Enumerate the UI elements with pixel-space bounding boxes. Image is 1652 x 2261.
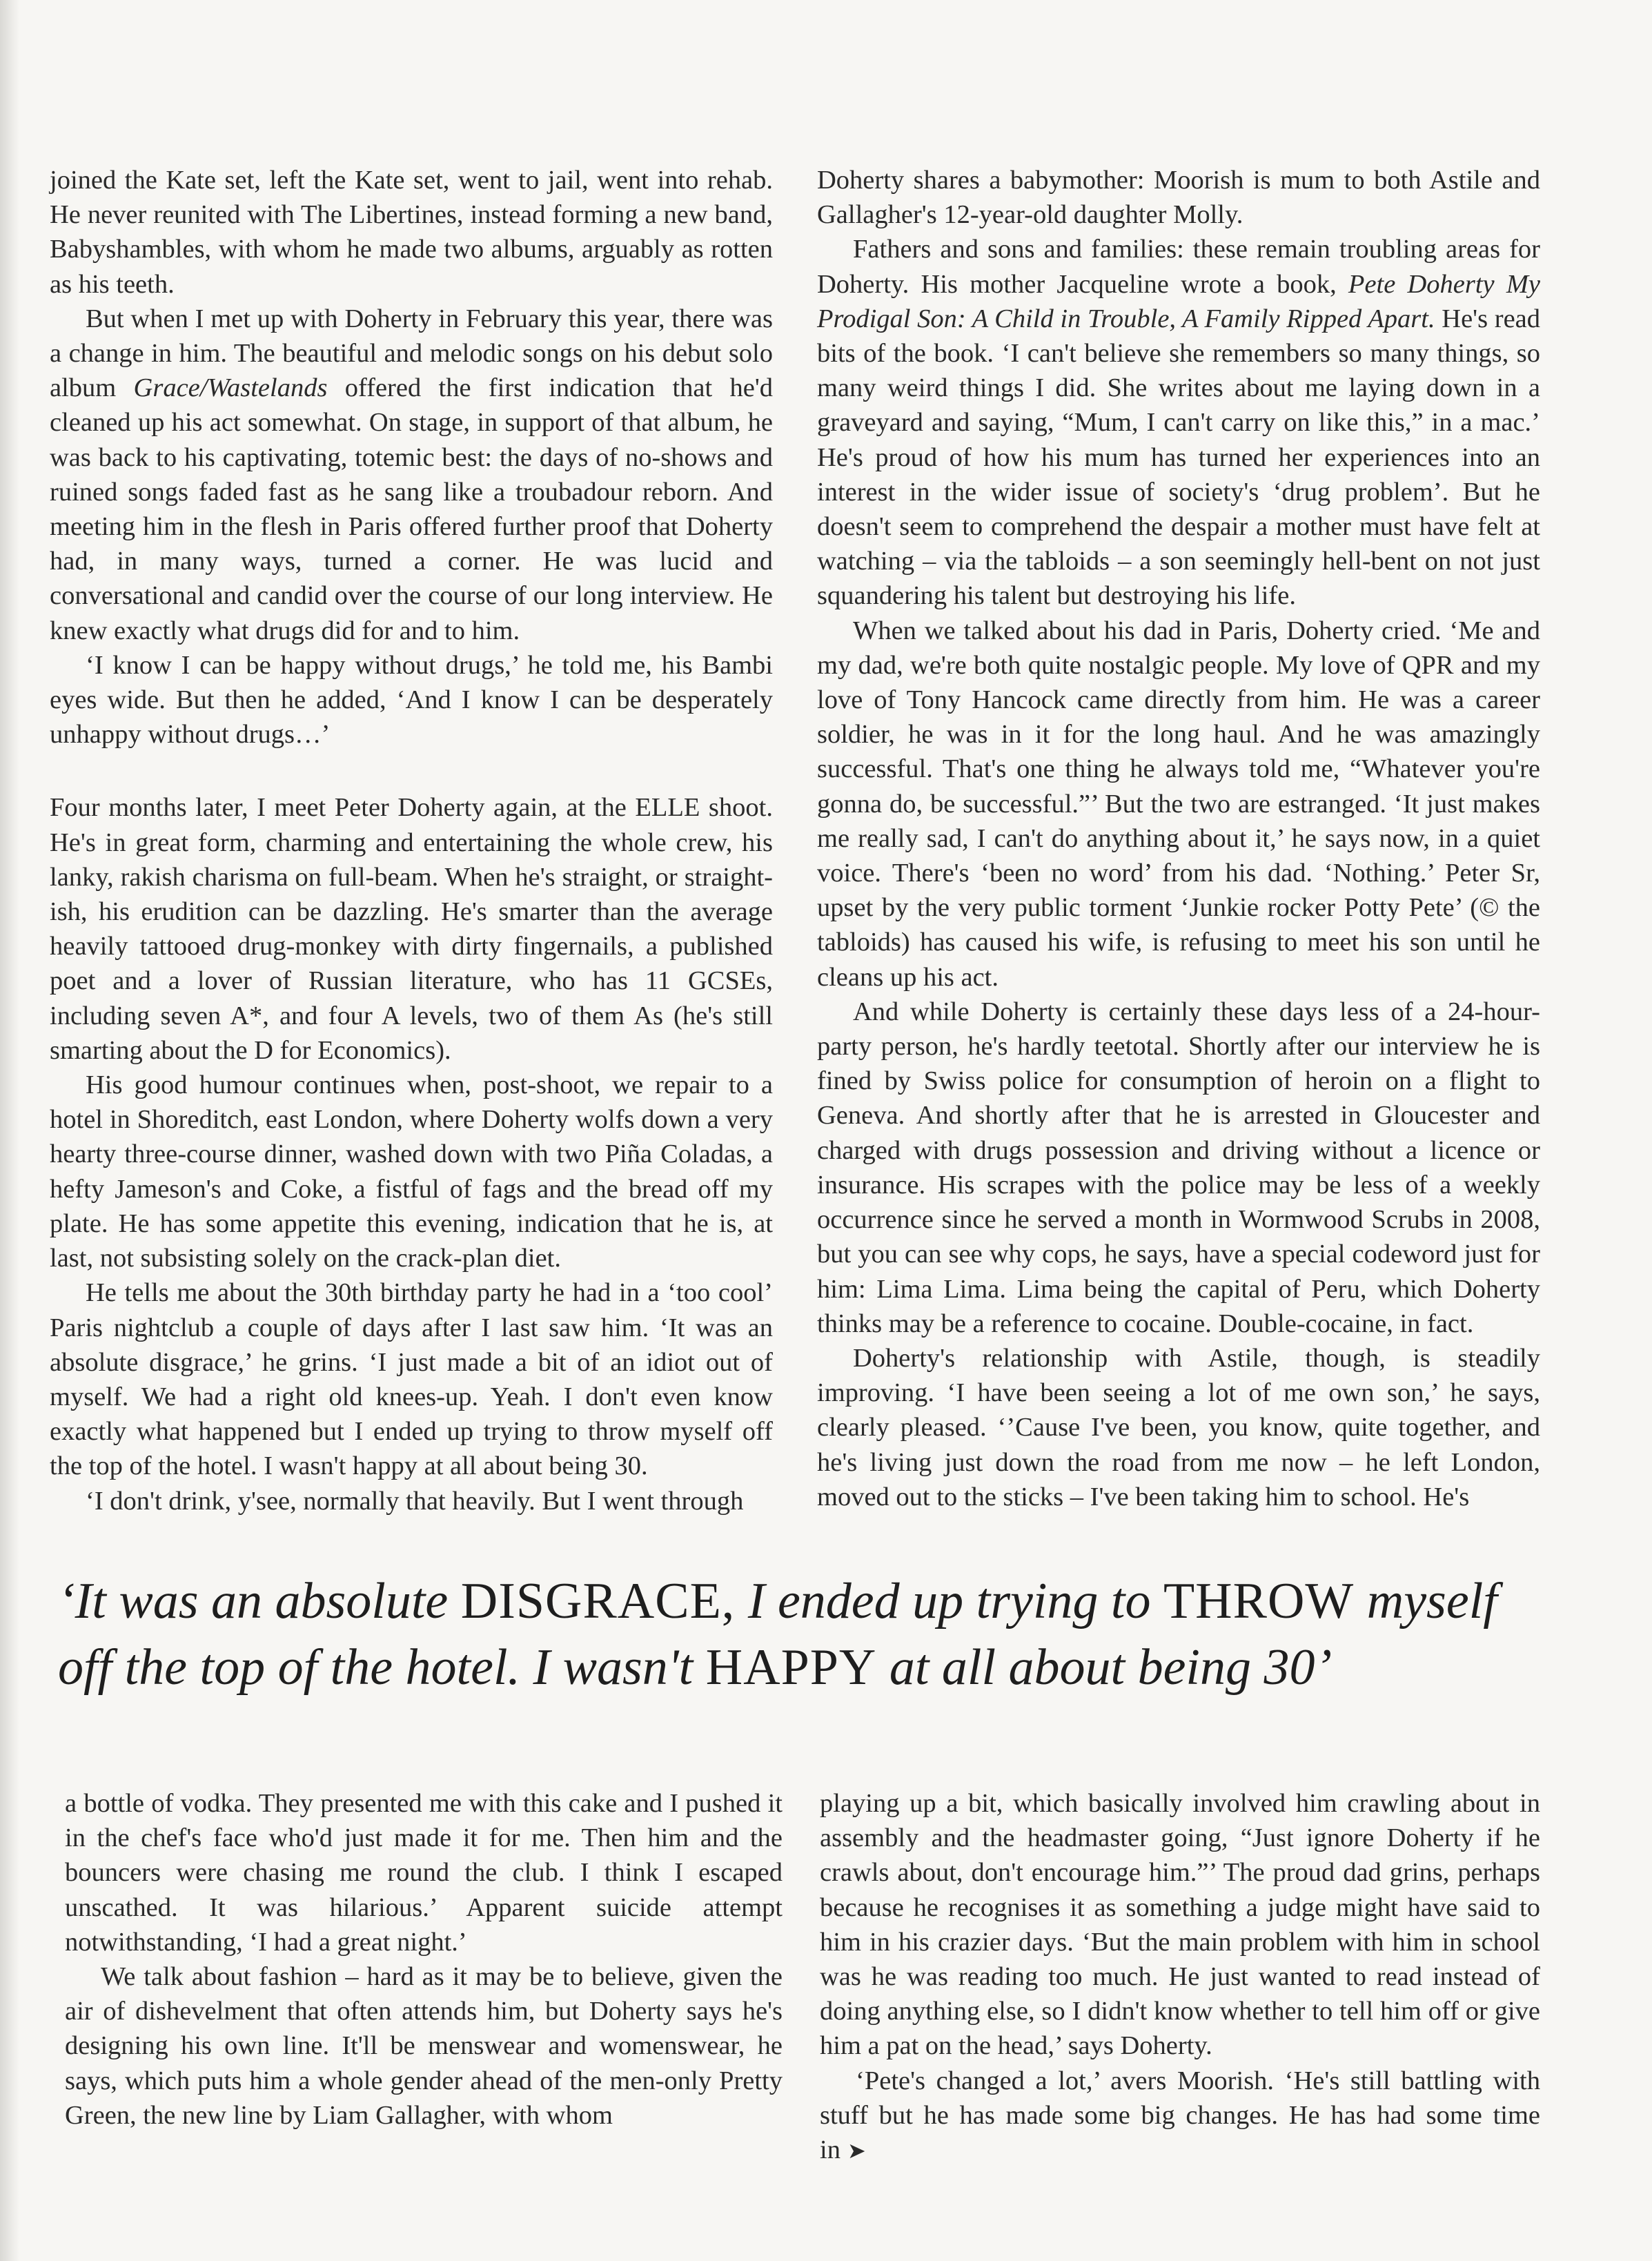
book-title: Pete Doherty My Prodigal Son: A Child in Trouble, A Family Ripped Apart. (817, 269, 1540, 333)
paragraph: Four months later, I meet Peter Doherty again, at the ELLE shoot. He's in great form, charming and entertaining the whole crew, his lanky, rakish charisma on full-beam. When he's straight, or straight-ish, his erudition can be dazzling. He's smarter than the average heavily tattooed drug-monkey with dirty fingernails, a published poet and a lover of Russian literature, who has 11 GCSEs, including seven A*, and four A levels, two of them As (he's still smarting about the D for Economics). (50, 793, 773, 1065)
paragraph: Doherty shares a babymother: Moorish is mum to both Astile and Gallagher's 12-year-old daughter Molly. (817, 166, 1540, 230)
paragraph: And while Doherty is certainly these days less of a 24-hour-party person, he's hardly teetotal. Shortly after our interview he is fined by Swiss police for consumption of heroin on a flight to Geneva. And shortly after that he is arrested in Gloucester and charged with drugs possession and driving without a licence or insurance. His scrapes with the police may be less of a weekly occurrence since he served a month in Wormwood Scrubs in 2008, but you can see why cops, he says, have a special codeword just for him: Lima Lima. Lima being the capital of Peru, which Doherty thinks may be a reference to cocaine. Double-cocaine, in fact. (817, 997, 1540, 1338)
paragraph: We talk about fashion – hard as it may be to believe, given the air of dishevelment that often attends him, but Doherty says he's designing his own line. It'll be menswear and womenswear, he says, which puts him a whole gender ahead of the men-only Pretty Green, the new line by Liam Gallagher, with whom (65, 1962, 783, 2130)
pull-quote: ‘It was an absolute DISGRACE, I ended up trying to THROW myself off the top of the hotel. I wasn't HAPPY at all about being 30’ (58, 1573, 1497, 1696)
paragraph: ‘I don't drink, y'see, normally that heavily. But I went through (86, 1486, 744, 1516)
paragraph: a bottle of vodka. They presented me with this cake and I pushed it in the chef's face who'd just made it for me. Then him and the bouncers were chasing me round the club. I think I escaped unscathed. It was hilarious.’ Apparent suicide attempt notwithstanding, ‘I had a great night.’ (65, 1789, 783, 1957)
paragraph: He tells me about the 30th birthday party he had in a ‘too cool’ Paris nightclub a couple of days after I last saw him. ‘It was an absolute disgrace,’ he grins. ‘I just made a bit of an idiot out of myself. We had a right old knees-up. Yeah. I don't even know exactly what happened but I ended up trying to throw myself off the top of the hotel. I wasn't happy at all about being 30. (50, 1278, 773, 1481)
article-column-top-right (817, 163, 1540, 1514)
album-title: Grace/Wastelands (133, 373, 328, 403)
article-column-bottom-right (820, 1786, 1540, 2168)
continue-arrow-icon: ➤ (847, 2138, 866, 2164)
paragraph: His good humour continues when, post-shoot, we repair to a hotel in Shoreditch, east London, where Doherty wolfs down a very hearty three-course dinner, washed down with two Piña Coladas, a hefty Jameson's and Coke, a fistful of fags and the bread off my plate. He has some appetite this evening, indication that he is, at last, not subsisting solely on the crack-plan diet. (50, 1070, 773, 1273)
paragraph: When we talked about his dad in Paris, Doherty cried. ‘Me and my dad, we're both quite nostalgic people. My love of QPR and my love of Tony Hancock came directly from him. He was a career soldier, he was in it for the long haul. And he was amazingly successful. That's one thing he always told me, “Whatever you're gonna do, be successful.”’ But the two are estranged. ‘It just makes me really sad, I can't do anything about it,’ he says now, in a quiet voice. There's ‘been no word’ from his dad. ‘Nothing.’ Peter Sr, upset by the very public torment ‘Junkie rocker Potty Pete’ (© the tabloids) has caused his wife, is refusing to meet his son until he cleans up his act. (817, 616, 1540, 992)
paragraph: Fathers and sons and families: these remain troubling areas for Doherty. His mother Jacqueline wrote a book, Pete Doherty My Prodigal Son: A Child in Trouble, A Family Ripped Apart. He's read bits of the book. ‘I can't believe she remembers so many things, so many weird things I did. She writes about me laying down in a graveyard and saying, “Mum, I can't carry on like this,” in a mac.’ He's proud of how his mum has turned her experiences into an interest in the wider issue of society's ‘drug problem’. But he doesn't seem to comprehend the despair a mother must have felt at watching – via the tabloids – a son seemingly hell-bent on not just squandering his talent but destroying his life. (817, 235, 1540, 611)
paragraph: ‘I know I can be happy without drugs,’ he told me, his Bambi eyes wide. But then he added, ‘And I know I can be desperately unhappy without drugs…’ (50, 650, 773, 750)
article-column-bottom-left (65, 1786, 783, 2133)
paragraph: joined the Kate set, left the Kate set, went to jail, went into rehab. He never reunited with The Libertines, instead forming a new band, Babyshambles, with whom he made two albums, arguably as rotten as his teeth. (50, 166, 773, 299)
page-binding-shadow (0, 0, 19, 2261)
paragraph: playing up a bit, which basically involved him crawling about in assembly and the headmaster going, “Just ignore Doherty if he crawls about, don't encourage him.”’ The proud dad grins, perhaps because he recognises it as something a judge might have said to him in his crazier days. ‘But the main problem with him in school was he was reading too much. He just wanted to read instead of doing anything else, so I didn't know whether to tell him off or give him a pat on the head,’ says Doherty. (820, 1789, 1540, 2061)
paragraph: Doherty's relationship with Astile, though, is steadily improving. ‘I have been seeing a lot of me own son,’ he says, clearly pleased. ‘’Cause I've been, you know, quite together, and he's living just down the road from me now – he left London, moved out to the sticks – I've been taking him to school. He's (817, 1343, 1540, 1511)
paragraph: ‘Pete's changed a lot,’ avers Moorish. ‘He's still battling with stuff but he has made some big changes. He has had some time in ➤ (820, 2066, 1540, 2165)
paragraph: But when I met up with Doherty in February this year, there was a change in him. The beautiful and melodic songs on his debut solo album Grace/Wastelands offered the first indication that he'd cleaned up his act somewhat. On stage, in support of that album, he was back to his captivating, totemic best: the days of no-shows and ruined songs faded fast as he sang like a troubadour reborn. And meeting him in the flesh in Paris offered further proof that Doherty had, in many ways, turned a corner. He was lucid and conversational and candid over the course of our long interview. He knew exactly what drugs did for and to him. (50, 304, 774, 645)
article-column-top-left (50, 163, 773, 1518)
